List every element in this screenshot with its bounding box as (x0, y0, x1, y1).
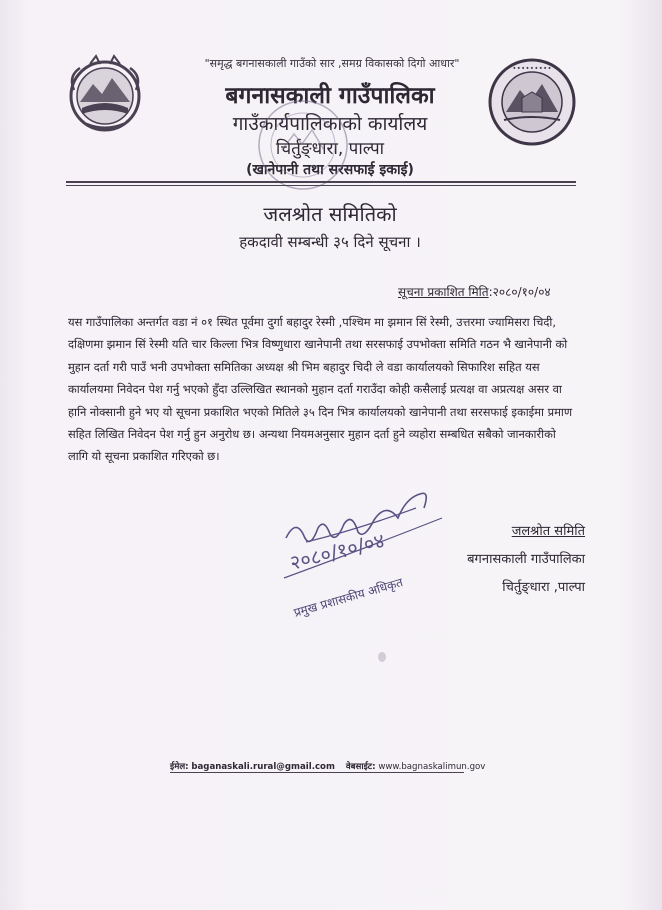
page-title: बगनासकाली गाउँपालिका (225, 83, 435, 109)
nepal-emblem-icon (60, 50, 150, 134)
signature-location: चिर्तुङ्धारा ,पाल्पा (502, 580, 585, 595)
footer-underline (170, 772, 464, 773)
office-name: गाउँकार्यपालिकाको कार्यालय (232, 113, 428, 135)
website-label: वेबसाईट: (345, 762, 376, 772)
signature-block (420, 518, 585, 602)
paper-smudge (378, 652, 386, 662)
published-date-line (398, 283, 588, 300)
handwritten-date: २०८०/१०/०४ (287, 528, 388, 575)
motto-text: "समृद्ध बगनासकाली गाउँको सार ,समग्र विकासको दिगो आधार" (204, 57, 460, 70)
published-date-value: :२०८०/१०/०४ (488, 285, 551, 299)
email-address[interactable]: baganaskali.rural@gmail.com (191, 762, 335, 772)
website-link[interactable]: www.bagnaskalimun.gov (378, 762, 486, 772)
office-address: चिर्तुङ्धारा, पाल्पा (275, 139, 385, 159)
notice-body: यस गाउँपालिका अन्तर्गत वडा नं ०१ स्थित पूर्वमा दुर्गा बहादुर रेस्मी ,पश्चिम मा झमान सिं रेस्मी, उत्तरमा ज्यामिसरा चिदी, दक्षिणमा झमान सिं रेस्मी यति चार किल्ला भित्र विष्णुधारा खानेपानी तथा सरसफाई उपभोक्ता समिति गठन भै खानेपानी को मुहान दर्ता गरी पाउँ भनी उपभोक्ता समितिका अध्यक्ष श्री भिम बहादुर चिदी ले वडा कार्यालयको सिफारिश सहित यस कार्यालयमा निवेदन पेश गर्नु भएको हुँदा उल्लिखित स्थानको मुहान दर्ता गराउँदा कोही कसैलाई प्रत्यक्ष वा अप्रत्यक्ष असर वा हानि नोक्सानी हुने भए यो सूचना प्रकाशित भएको मितिले ३५ दिन भित्र कार्यालयको खानेपानी तथा सरसफाई इकाईमा प्रमाण सहित लिखित निवेदन पेश गर्नु हुन अनुरोध छ। अन्यथा नियमअनुसार मुहान दर्ता हुने व्यहोरा सम्बधित सबैको जानकारीको लागि यो सूचना प्रकाशित गरिएको छ। (68, 315, 573, 464)
svg-text:∙∙∙∙∙∙∙∙∙: ∙∙∙∙∙∙∙∙∙ (512, 64, 552, 72)
email-label: ईमेल: (170, 762, 189, 772)
municipality-name: बगनासकाली गाउँपालिका (467, 552, 585, 567)
published-date-label: सूचना प्रकाशित मिति (398, 285, 489, 299)
unit-name: (खानेपानी तथा सरसफाई इकाई) (246, 162, 414, 178)
notice-subheading: हकदावी सम्बन्धी ३५ दिने सूचना । (239, 233, 421, 251)
contact-footer (170, 760, 486, 772)
office-stamp-icon (248, 90, 358, 200)
officer-stamp-text: प्रमुख प्रशासकीय अधिकृत (292, 575, 405, 620)
header-divider-thin (66, 185, 576, 186)
notice-heading: जलश्रोत समितिको (263, 202, 397, 226)
committee-name: जलश्रोत समिति (511, 524, 585, 539)
header-divider (66, 181, 576, 183)
